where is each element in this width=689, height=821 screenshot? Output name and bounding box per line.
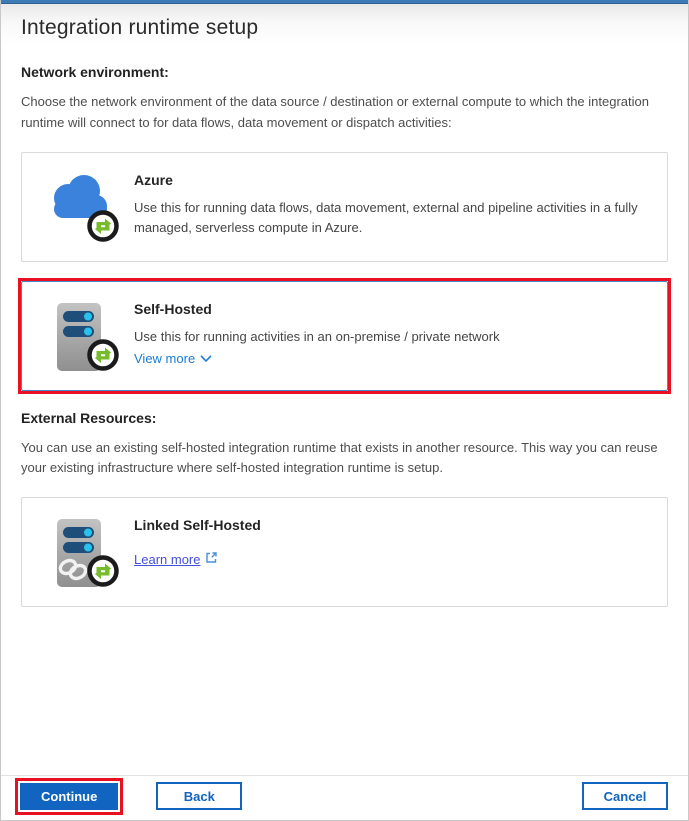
azure-cloud-icon xyxy=(44,170,114,246)
self-hosted-ir-option-card[interactable] xyxy=(21,281,668,391)
self-hosted-red-annotation-box xyxy=(18,278,671,394)
external-resources-heading: External Resources: xyxy=(21,409,157,426)
linked-self-hosted-card-title: Linked Self-Hosted xyxy=(134,517,261,534)
azure-card-description: Use this for running data flows, data movement, external and pipeline activities in a fully managed, serverless compute in Azure. xyxy=(134,199,638,235)
dialog-footer xyxy=(1,775,688,820)
integration-runtime-badge-icon xyxy=(86,554,120,593)
azure-card-title: Azure xyxy=(134,171,173,188)
self-hosted-card-title: Self-Hosted xyxy=(134,300,212,317)
linked-self-hosted-ir-option-card[interactable] xyxy=(21,497,668,607)
azure-ir-option-card[interactable] xyxy=(21,152,668,262)
page-title: Integration runtime setup xyxy=(21,16,259,39)
integration-runtime-badge-icon xyxy=(86,209,120,248)
external-resources-description: You can use an existing self-hosted integration runtime that exists in another resource. This way you can reuse your existing infrastructure where self-hosted integration runtime is setup. xyxy=(21,439,658,476)
integration-runtime-badge-icon xyxy=(86,338,120,377)
network-environment-heading: Network environment: xyxy=(21,64,169,80)
cancel-button[interactable]: Cancel xyxy=(582,782,668,810)
external-link-icon xyxy=(205,551,218,567)
network-environment-description: Choose the network environment of the data source / destination or external compute to which the integration runtime will connect to for data flows, data movement or dispatch activities: xyxy=(21,94,649,130)
self-hosted-server-icon xyxy=(44,299,114,375)
view-more-link[interactable]: View more xyxy=(134,351,212,366)
learn-more-link[interactable]: Learn more xyxy=(134,551,218,567)
back-button[interactable]: Back xyxy=(156,782,242,810)
chevron-down-icon xyxy=(200,351,212,366)
linked-self-hosted-server-icon xyxy=(44,515,114,591)
self-hosted-card-description: Use this for running activities in an on-premise / private network xyxy=(134,328,500,344)
continue-red-annotation-box xyxy=(15,778,123,815)
dialog-content xyxy=(1,44,688,609)
continue-button[interactable]: Continue xyxy=(20,783,118,810)
dialog-header xyxy=(1,4,688,44)
